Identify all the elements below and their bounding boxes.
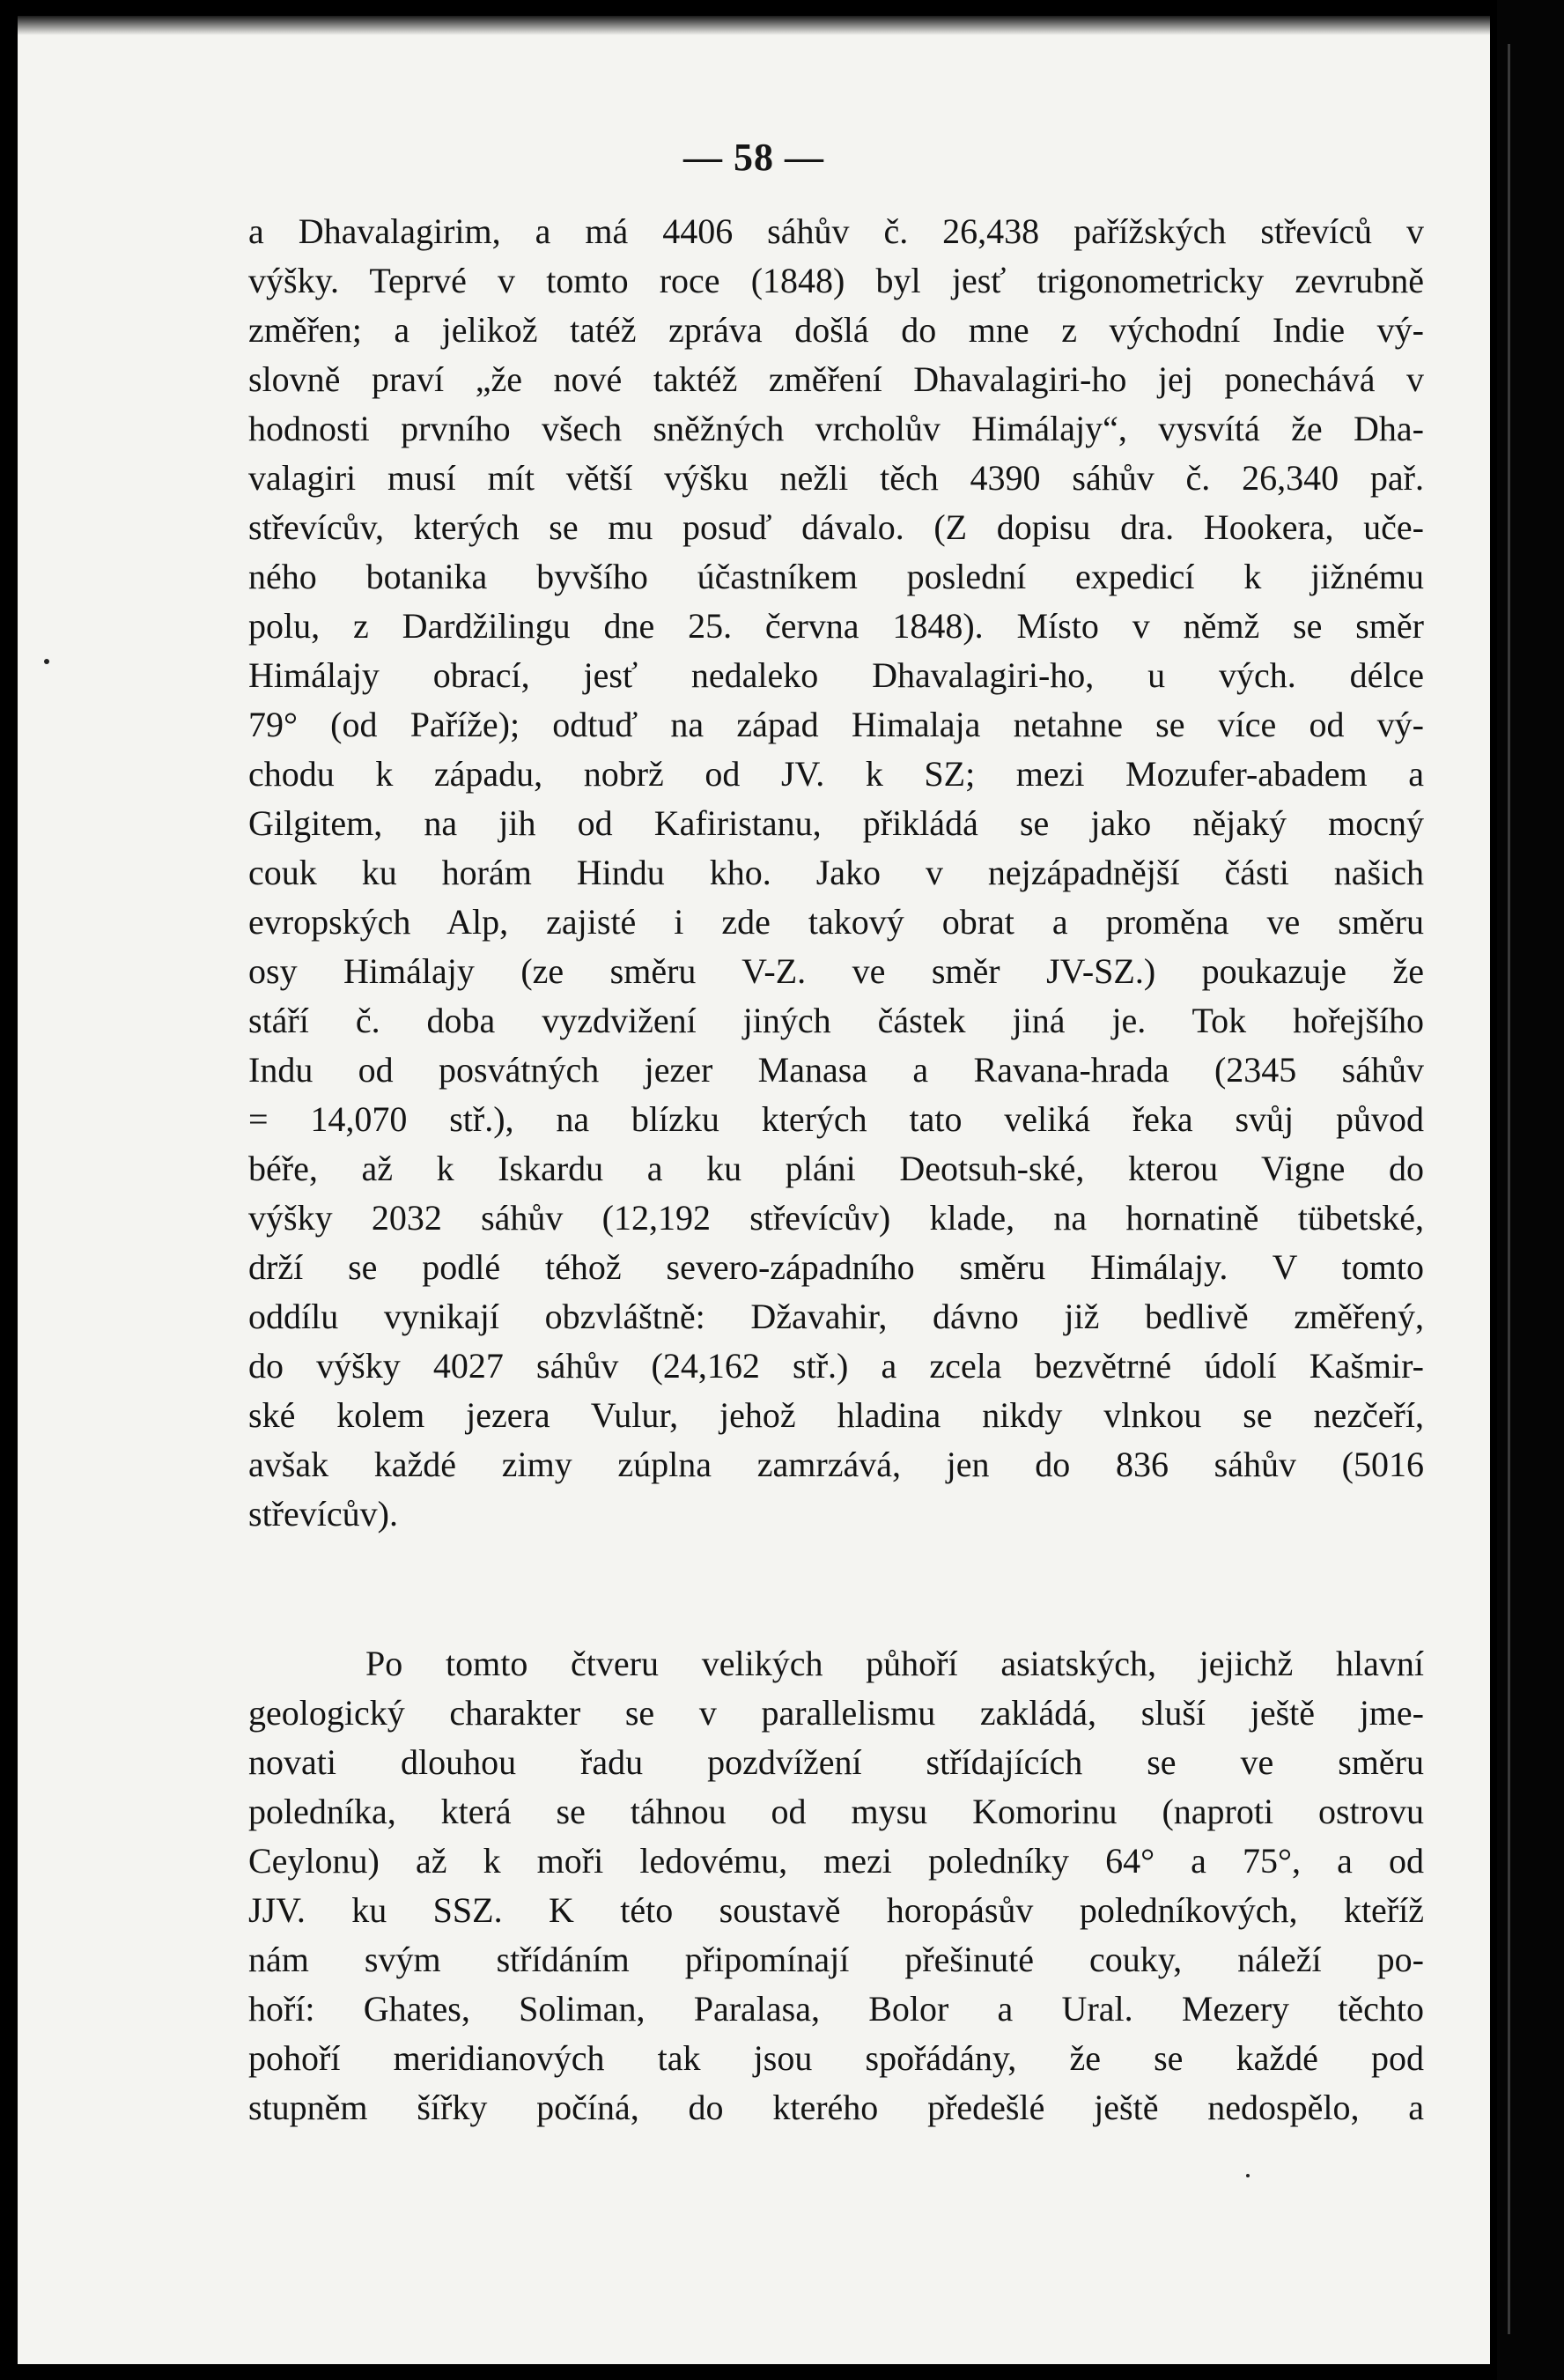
text-line: oddílu vynikají obzvláštně: Džavahir, dávno již bedlivě změřený, bbox=[248, 1297, 1424, 1336]
text-line: a Dhavalagirim, a má 4406 sáhův č. 26,438 pařížských střevíců v bbox=[248, 211, 1424, 251]
text-line: výšky. Teprvé v tomto roce (1848) byl jesť trigonometricky zevrubně bbox=[248, 261, 1424, 300]
text-line: Gilgitem, na jih od Kafiristanu, přikládá se jako nějaký mocný bbox=[248, 803, 1424, 843]
text-line: evropských Alp, zajisté i zde takový obrat a proměna ve směru bbox=[248, 902, 1424, 942]
text-line: couk ku horám Hindu kho. Jako v nejzápadnější části našich bbox=[248, 853, 1424, 892]
book-page bbox=[18, 16, 1490, 2364]
page-number: — 58 — bbox=[683, 136, 824, 179]
text-line: poledníka, která se táhnou od mysu Komorinu (naproti ostrovu bbox=[248, 1792, 1424, 1831]
text-line: polu, z Dardžilingu dne 25. června 1848). Místo v němž se směr bbox=[248, 606, 1424, 646]
text-line: nám svým střídáním připomínají přešinuté couky, náleží po- bbox=[248, 1940, 1424, 1979]
text-line: drží se podlé téhož severo-západního směru Himálajy. V tomto bbox=[248, 1247, 1424, 1287]
text-line: hodnosti prvního všech sněžných vrcholův Himálajy“, vysvítá že Dha- bbox=[248, 409, 1424, 448]
text-line: hoří: Ghates, Soliman, Paralasa, Bolor a Ural. Mezery těchto bbox=[248, 1989, 1424, 2029]
text-line: osy Himálajy (ze směru V-Z. ve směr JV-SZ.) poukazuje že bbox=[248, 951, 1424, 991]
text-line: geologický charakter se v parallelismu zakládá, sluší ještě jme- bbox=[248, 1693, 1424, 1733]
text-line: avšak každé zimy zúplna zamrzává, jen do 836 sáhův (5016 bbox=[248, 1445, 1424, 1484]
text-line: Po tomto čtveru velikých půhoří asiatských, jejichž hlavní bbox=[365, 1644, 1424, 1683]
scan-speck bbox=[44, 659, 49, 664]
text-line: do výšky 4027 sáhův (24,162 stř.) a zcela bezvětrné údolí Kašmir- bbox=[248, 1346, 1424, 1386]
page-top-shadow bbox=[18, 16, 1490, 35]
text-line: stupněm šířky počíná, do kterého předešlé ještě nedospělo, a bbox=[248, 2088, 1424, 2127]
text-line: novati dlouhou řadu pozdvížení střídajících se ve směru bbox=[248, 1742, 1424, 1782]
text-line: ného botanika byvšího účastníkem poslední expedicí k jižnému bbox=[248, 557, 1424, 596]
text-line: = 14,070 stř.), na blízku kterých tato veliká řeka svůj původ bbox=[248, 1099, 1424, 1139]
text-line: slovně praví „že nové taktéž změření Dhavalagiri-ho jej ponechává v bbox=[248, 359, 1424, 399]
text-line: ské kolem jezera Vulur, jehož hladina nikdy vlnkou se nezčeří, bbox=[248, 1395, 1424, 1435]
text-line: JJV. ku SSZ. K této soustavě horopásův poledníkových, kteříž bbox=[248, 1890, 1424, 1930]
text-line: výšky 2032 sáhův (12,192 střevícův) klade, na hornatině tübetské, bbox=[248, 1198, 1424, 1238]
text-line: pohoří meridianových tak jsou spořádány, že se každé pod bbox=[248, 2038, 1424, 2078]
text-line: Himálajy obrací, jesť nedaleko Dhavalagiri-ho, u vých. délce bbox=[248, 655, 1424, 695]
text-line: změřen; a jelikož tatéž zpráva došlá do mne z východní Indie vý- bbox=[248, 310, 1424, 350]
text-line: střevícův). bbox=[248, 1494, 398, 1534]
text-line: béře, až k Iskardu a ku pláni Deotsuh-ské, kterou Vigne do bbox=[248, 1149, 1424, 1188]
scan-border-line bbox=[1508, 44, 1510, 2334]
text-line: 79° (od Paříže); odtuď na západ Himalaja netahne se více od vý- bbox=[248, 705, 1424, 744]
scan-speck bbox=[1246, 2174, 1250, 2177]
text-line: valagiri musí mít větší výšku nežli těch 4390 sáhův č. 26,340 pař. bbox=[248, 458, 1424, 498]
text-line: stáří č. doba vyzdvižení jiných částek jiná je. Tok hořejšího bbox=[248, 1001, 1424, 1040]
text-line: chodu k západu, nobrž od JV. k SZ; mezi Mozufer-abadem a bbox=[248, 754, 1424, 794]
text-line: Indu od posvátných jezer Manasa a Ravana-hrada (2345 sáhův bbox=[248, 1050, 1424, 1090]
text-line: střevícův, kterých se mu posuď dávalo. (Z dopisu dra. Hookera, uče- bbox=[248, 507, 1424, 547]
text-line: Ceylonu) až k moři ledovému, mezi poledníky 64° a 75°, a od bbox=[248, 1841, 1424, 1881]
